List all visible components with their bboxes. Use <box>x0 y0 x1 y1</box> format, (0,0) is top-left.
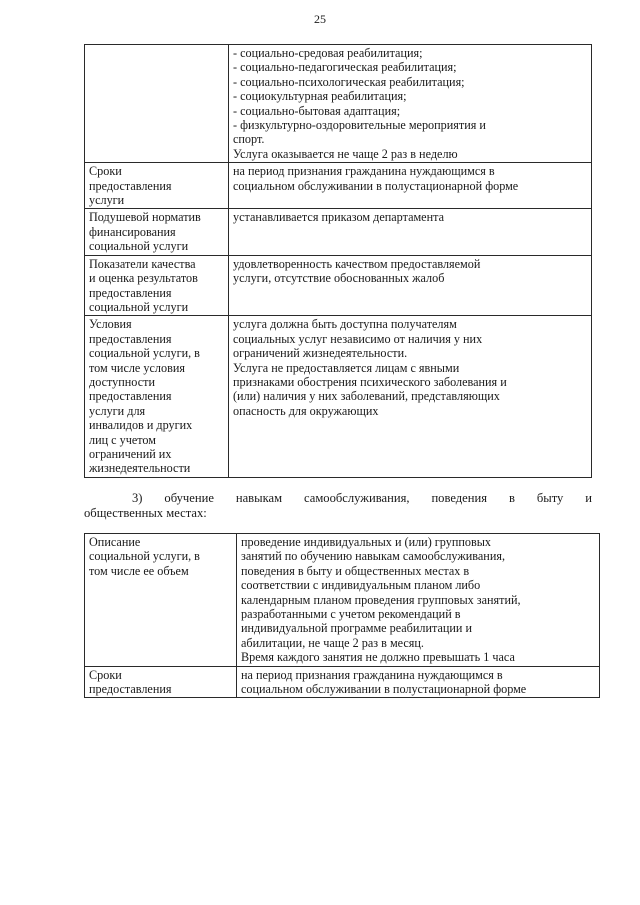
row-label-cell <box>85 534 237 667</box>
row-label-line: предоставления <box>89 389 172 404</box>
row-label-line: услуги <box>89 193 125 208</box>
row-label-line: предоставления <box>89 331 172 346</box>
row-label-cell <box>85 666 237 698</box>
row-label-line: Подушевой норматив <box>89 210 201 225</box>
row-label-line: инвалидов и других <box>89 418 193 433</box>
row-label-cell <box>85 209 229 255</box>
row-value-line: (или) наличия у них заболеваний, представляющих <box>233 389 500 404</box>
section-heading-line-2: общественных местах: <box>84 506 207 520</box>
row-value-line: на период признания гражданина нуждающимся в <box>241 667 503 682</box>
row-label-cell <box>85 163 229 209</box>
section-heading-line-1: 3) обучение навыкам самообслуживания, поведения в быту и <box>132 491 592 505</box>
row-label-line: том числе ее объем <box>89 563 189 578</box>
row-label-line: социальной услуги, в <box>89 346 200 361</box>
row-value-line: удовлетворенность качеством предоставляемой <box>233 256 481 271</box>
row-value-line: Услуга оказывается не чаще 2 раз в неделю <box>233 146 458 161</box>
row-value-cell <box>229 45 592 163</box>
row-value-cell <box>229 163 592 209</box>
row-value-line: услуга должна быть доступна получателям <box>233 317 457 332</box>
table-row <box>85 534 600 667</box>
row-label-line: Сроки <box>89 667 122 682</box>
table-row <box>85 163 592 209</box>
row-label-line: том числе условия <box>89 360 185 375</box>
row-label-line: услуги для <box>89 403 146 418</box>
row-label-line: лиц с учетом <box>89 432 157 447</box>
row-value-line: проведение индивидуальных и (или) групповых <box>241 535 491 549</box>
row-value-line: Услуга не предоставляется лицам с явными <box>233 360 460 375</box>
row-label-line: Показатели качества <box>89 256 196 271</box>
row-value-cell <box>229 209 592 255</box>
row-label-line: социальной услуги <box>89 239 189 254</box>
row-value-line: календарным планом проведения групповых занятий, <box>241 592 521 607</box>
table-row <box>85 255 592 316</box>
row-value-line: - социокультурная реабилитация; <box>233 89 407 104</box>
row-label-line: предоставления <box>89 178 172 193</box>
row-label-line: и оценка результатов <box>89 271 198 286</box>
row-value-line: - социально-психологическая реабилитация; <box>233 74 465 89</box>
row-value-cell <box>229 255 592 316</box>
page-number: 25 <box>314 12 326 26</box>
row-value-line: - социально-средовая реабилитация; <box>233 46 423 60</box>
row-value-cell <box>229 316 592 477</box>
row-label-line: Сроки <box>89 164 122 179</box>
row-label-line: ограничений их <box>89 446 172 461</box>
table-row <box>85 209 592 255</box>
row-label-line: социальной услуги, в <box>89 549 200 564</box>
row-label-line: финансирования <box>89 224 176 239</box>
row-value-line: спорт. <box>233 132 265 147</box>
row-value-line: социальных услуг независимо от наличия у них <box>233 331 483 346</box>
row-label-line: предоставления <box>89 682 172 697</box>
row-label-line: жизнедеятельности <box>89 461 191 476</box>
row-value-line: услуги, отсутствие обоснованных жалоб <box>233 271 445 286</box>
row-value-line: на период признания гражданина нуждающимся в <box>233 164 495 179</box>
row-value-line: социальном обслуживании в полустационарной форме <box>241 682 527 697</box>
row-label-line: предоставления <box>89 285 172 300</box>
row-value-line: ограничений жизнедеятельности. <box>233 346 408 361</box>
row-label-line: доступности <box>89 374 155 389</box>
table-row <box>85 316 592 477</box>
table-row <box>85 666 600 698</box>
row-value-line: разработанными с учетом рекомендаций в <box>241 607 461 622</box>
row-value-line: социальном обслуживании в полустационарной форме <box>233 178 519 193</box>
row-value-line: индивидуальной программе реабилитации и <box>241 621 473 636</box>
row-value-line: занятий по обучению навыкам самообслуживания, <box>241 549 506 564</box>
row-value-line: абилитации, не чаще 2 раз в месяц. <box>241 635 424 650</box>
table-row <box>85 45 592 163</box>
row-label-line: Описание <box>89 535 141 549</box>
row-value-line: соответствии с индивидуальным планом либо <box>241 578 481 593</box>
row-label-cell <box>85 255 229 316</box>
row-value-line: Время каждого занятия не должно превышать 1 часа <box>241 650 515 665</box>
row-value-line: - физкультурно-оздоровительные мероприятия и <box>233 118 486 133</box>
section-heading <box>84 491 592 521</box>
row-value-cell <box>237 534 600 667</box>
row-label-cell <box>85 45 229 163</box>
row-label-line: социальной услуги <box>89 299 189 314</box>
row-value-line: признаками обострения психического заболевания и <box>233 374 507 389</box>
row-value-line: опасность для окружающих <box>233 403 379 418</box>
row-value-cell <box>237 666 600 698</box>
row-value-line: устанавливается приказом департамента <box>233 210 445 225</box>
service-table-1 <box>84 44 592 478</box>
row-value-line: - социально-бытовая адаптация; <box>233 103 401 118</box>
service-table-2 <box>84 533 600 698</box>
row-label-line: Условия <box>89 317 132 332</box>
row-value-line: - социально-педагогическая реабилитация; <box>233 60 457 75</box>
row-label-cell <box>85 316 229 477</box>
row-value-line: поведения в быту и общественных местах в <box>241 563 470 578</box>
